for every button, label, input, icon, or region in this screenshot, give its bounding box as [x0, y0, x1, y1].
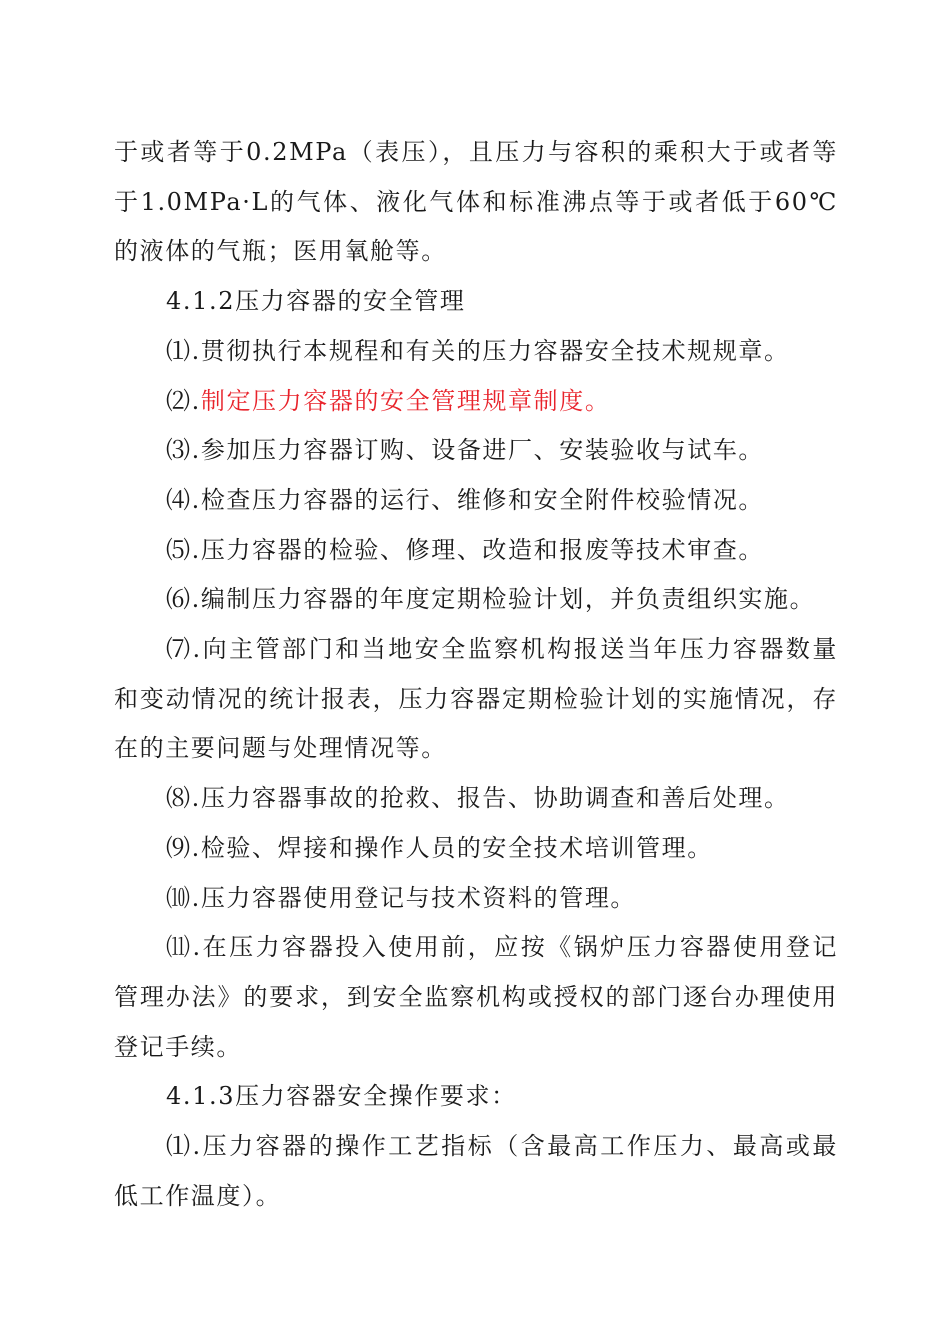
- list-item-4: ⑷.检查压力容器的运行、维修和安全附件校验情况。: [166, 485, 765, 514]
- list-item-11: ⑾.在压力容器投入使用前，应按《锅炉压力容器使用登记管理办法》的要求，到安全监察机构或授权的部门逐台办理使用登记手续。: [114, 933, 838, 1061]
- list-item-2-number: ⑵.: [166, 386, 201, 415]
- list-item-7: ⑺.向主管部门和当地安全监察机构报送当年压力容器数量和变动情况的统计报表，压力容器定期检验计划的实施情况，存在的主要问题与处理情况等。: [114, 635, 838, 763]
- list-item-9: ⑼.检验、焊接和操作人员的安全技术培训管理。: [166, 833, 713, 862]
- list-item-2: [114, 377, 838, 427]
- list-item-5: ⑸.压力容器的检验、修理、改造和报废等技术审查。: [166, 535, 765, 564]
- list-item-6: ⑹.编制压力容器的年度定期检验计划，并负责组织实施。: [166, 585, 816, 614]
- list-item-2-highlighted-text: 制定压力容器的安全管理规章制度。: [200, 386, 611, 415]
- list-item-3: ⑶.参加压力容器订购、设备进厂、安装验收与试车。: [166, 436, 765, 465]
- document-body: [114, 128, 838, 1221]
- list-item-operation-1: ⑴.压力容器的操作工艺指标（含最高工作压力、最高或最低工作温度）。: [114, 1132, 838, 1210]
- section-heading-4-1-3: 4.1.3压力容器安全操作要求：: [166, 1082, 517, 1111]
- list-item-1: ⑴.贯彻执行本规程和有关的压力容器安全技术规规章。: [166, 336, 790, 365]
- list-item-10: ⑽.压力容器使用登记与技术资料的管理。: [166, 883, 637, 912]
- list-item-8: ⑻.压力容器事故的抢救、报告、协助调查和善后处理。: [166, 784, 790, 813]
- paragraph-continuation: 于或者等于0.2MPa（表压），且压力与容积的乘积大于或者等于1.0MPa·L的气体、液化气体和标准沸点等于或者低于60℃的液体的气瓶；医用氧舱等。: [114, 138, 838, 266]
- section-heading-4-1-2: 4.1.2压力容器的安全管理: [166, 287, 466, 316]
